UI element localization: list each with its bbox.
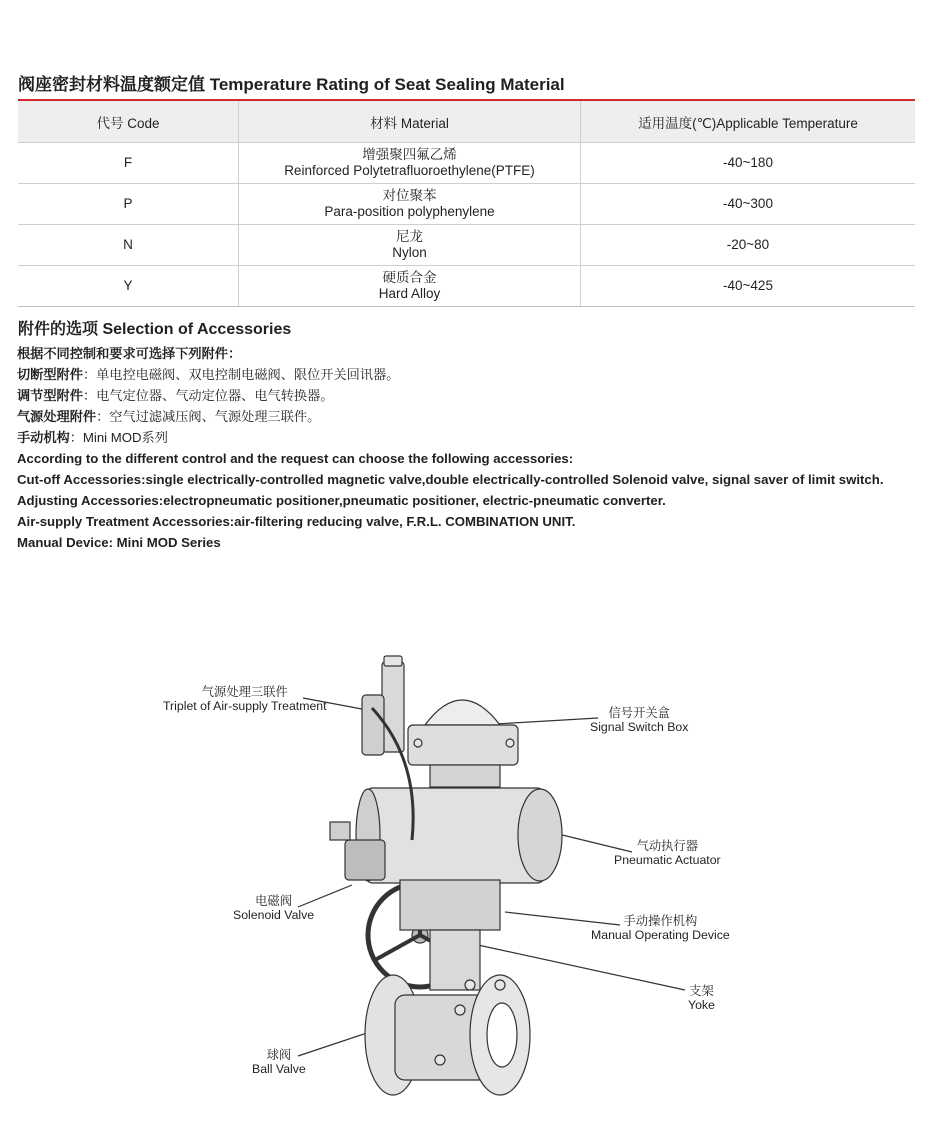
material-en: Nylon bbox=[392, 245, 427, 260]
solenoid-valve bbox=[345, 840, 385, 880]
header-material: 材料 Material bbox=[239, 101, 581, 143]
cn-line-text: ：空气过滤减压阀、气源处理三联件。 bbox=[96, 409, 321, 424]
cell-material bbox=[239, 225, 581, 266]
cell-temperature: -40~300 bbox=[581, 184, 916, 225]
accessories-text bbox=[17, 343, 884, 550]
cn-line-text: ：Mini MOD系列 bbox=[69, 430, 168, 445]
label-ball-en: Ball Valve bbox=[252, 1062, 306, 1076]
cell-material bbox=[239, 143, 581, 184]
label-triplet-en: Triplet of Air-supply Treatment bbox=[163, 699, 327, 713]
en-line: Adjusting Accessories:electropneumatic positioner,pneumatic positioner, electric-pneumatic converter. bbox=[17, 493, 666, 508]
table-header-row bbox=[18, 101, 915, 143]
cn-line bbox=[17, 364, 884, 385]
label-yoke-cn: 支架 bbox=[689, 984, 714, 998]
rating-section-title: 阀座密封材料温度额定值 Temperature Rating of Seat Sealing Material bbox=[18, 75, 565, 94]
header-code: 代号 Code bbox=[18, 101, 239, 143]
label-ball-valve bbox=[252, 1048, 306, 1076]
table-row bbox=[18, 184, 915, 225]
cell-material bbox=[239, 184, 581, 225]
signal-switch-box bbox=[408, 725, 518, 765]
cn-line bbox=[17, 427, 884, 448]
signal-switch-dome bbox=[425, 700, 500, 725]
cell-temperature: -40~180 bbox=[581, 143, 916, 184]
cell-material bbox=[239, 266, 581, 307]
cn-line-label: 调节型附件 bbox=[17, 388, 83, 403]
material-en: Reinforced Polytetrafluoroethylene(PTFE) bbox=[284, 163, 535, 178]
cn-line bbox=[17, 385, 884, 406]
label-pneumatic-actuator bbox=[614, 839, 721, 867]
valve-assembly-diagram bbox=[0, 640, 927, 1129]
en-line: Air-supply Treatment Accessories:air-filtering reducing valve, F.R.L. COMBINATION UNIT. bbox=[17, 514, 576, 529]
material-en: Hard Alloy bbox=[378, 286, 441, 301]
cn-line bbox=[17, 343, 884, 364]
cell-temperature: -40~425 bbox=[581, 266, 916, 307]
accessories-section-title: 附件的选项 Selection of Accessories bbox=[18, 321, 292, 338]
label-triplet-cn: 气源处理三联件 bbox=[201, 685, 288, 699]
en-line: Cut-off Accessories:single electrically-controlled magnetic valve,double electrically-controlled Solenoid valve, signal saver of limit switch. bbox=[17, 472, 884, 487]
label-manual-device bbox=[591, 914, 730, 942]
cn-line-text: ：电气定位器、气动定位器、电气转换器。 bbox=[82, 388, 334, 403]
label-signal-switch-box bbox=[590, 706, 688, 734]
label-manual-en: Manual Operating Device bbox=[591, 928, 730, 942]
en-line: According to the different control and the request can choose the following accessories: bbox=[17, 451, 574, 466]
cell-code: N bbox=[18, 225, 239, 266]
valve-illustration bbox=[0, 640, 927, 1129]
label-yoke-en: Yoke bbox=[688, 998, 715, 1012]
material-cn: 对位聚苯 bbox=[382, 188, 437, 203]
label-actuator-cn: 气动执行器 bbox=[636, 839, 699, 853]
material-cn: 尼龙 bbox=[396, 229, 423, 244]
cn-line-label: 气源处理附件 bbox=[17, 409, 97, 424]
label-actuator-en: Pneumatic Actuator bbox=[614, 853, 721, 867]
cell-code: F bbox=[18, 143, 239, 184]
table-row bbox=[18, 266, 915, 307]
table-row bbox=[18, 225, 915, 266]
en-line: Manual Device: Mini MOD Series bbox=[17, 535, 221, 550]
header-temperature: 适用温度(℃)Applicable Temperature bbox=[581, 101, 916, 143]
label-triplet bbox=[163, 685, 327, 713]
label-manual-cn: 手动操作机构 bbox=[623, 914, 698, 928]
label-ball-cn: 球阀 bbox=[266, 1048, 292, 1062]
table-row bbox=[18, 143, 915, 184]
cell-code: Y bbox=[18, 266, 239, 307]
material-cn: 硬质合金 bbox=[382, 270, 437, 285]
cn-line-label: 手动机构 bbox=[17, 430, 70, 445]
material-cn: 增强聚四氟乙烯 bbox=[362, 147, 457, 162]
cn-line-label: 根据不同控制和要求可选择下列附件： bbox=[17, 346, 242, 361]
label-signal-cn: 信号开关盒 bbox=[608, 706, 670, 720]
label-solenoid-cn: 电磁阀 bbox=[255, 894, 293, 908]
material-en: Para-position polyphenylene bbox=[324, 204, 495, 219]
label-solenoid-en: Solenoid Valve bbox=[233, 908, 315, 922]
cn-line-text: ：单电控电磁阀、双电控制电磁阀、限位开关回讯器。 bbox=[82, 367, 400, 382]
label-yoke bbox=[688, 984, 715, 1012]
label-signal-en: Signal Switch Box bbox=[590, 720, 689, 734]
label-solenoid-valve bbox=[233, 894, 314, 922]
cn-line-label: 切断型附件 bbox=[17, 367, 83, 382]
temperature-rating-table bbox=[18, 101, 915, 307]
en-lines bbox=[17, 448, 884, 550]
cn-line bbox=[17, 406, 884, 427]
cell-code: P bbox=[18, 184, 239, 225]
cell-temperature: -20~80 bbox=[581, 225, 916, 266]
manual-gearbox bbox=[400, 880, 500, 930]
